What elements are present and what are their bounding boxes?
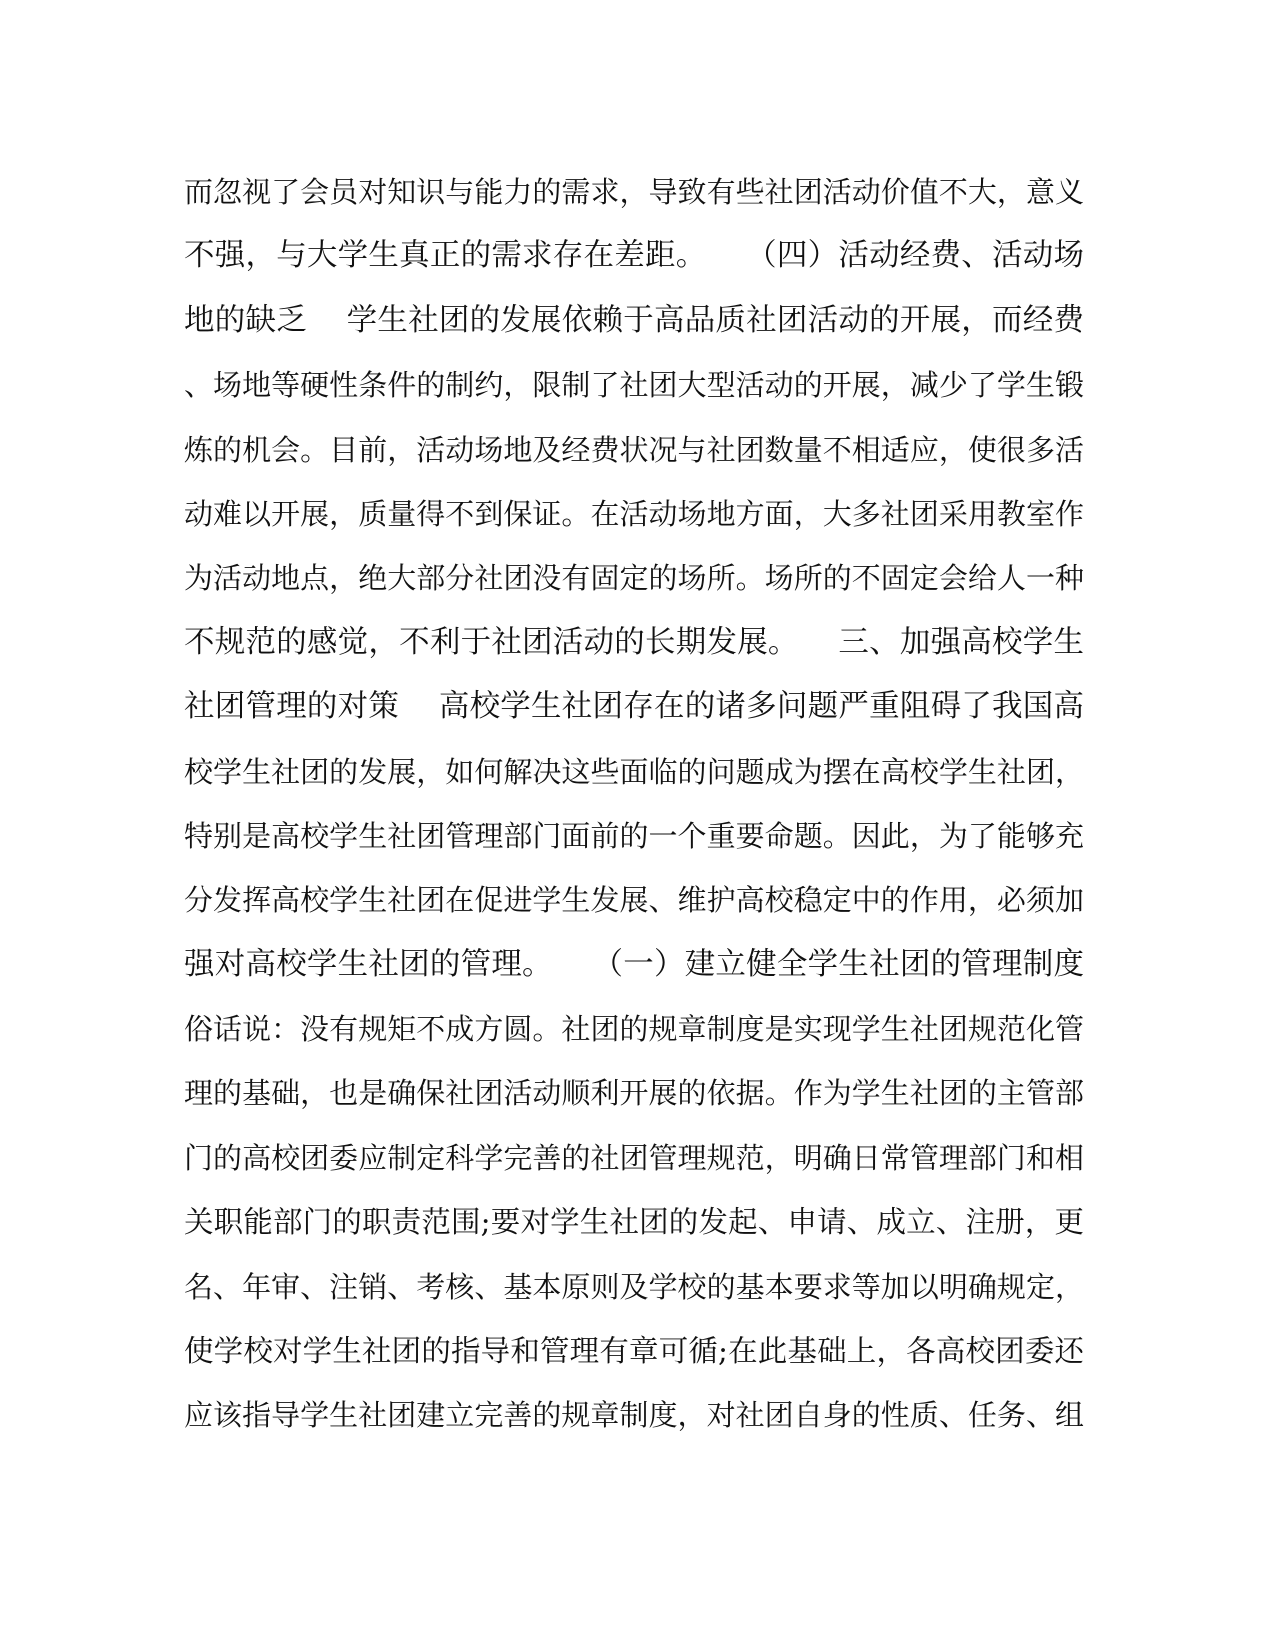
- text-line: 不规范的感觉，不利于社团活动的长期发展。 三、加强高校学生: [184, 624, 1084, 660]
- text-line: 关职能部门的职责范围;要对学生社团的发起、申请、成立、注册，更: [184, 1205, 1084, 1240]
- text-line: 强对高校学生社团的管理。 （一）建立健全学生社团的管理制度: [184, 946, 1084, 982]
- text-line: 动难以开展，质量得不到保证。在活动场地方面，大多社团采用教室作: [184, 496, 1084, 531]
- text-line: 社团管理的对策 高校学生社团存在的诸多问题严重阻碍了我国高: [184, 689, 1084, 725]
- text-line: 、场地等硬性条件的制约，限制了社团大型活动的开展，减少了学生锻: [184, 368, 1084, 403]
- text-line: 炼的机会。目前，活动场地及经费状况与社团数量不相适应，使很多活: [184, 432, 1084, 467]
- text-line: 特别是高校学生社团管理部门面前的一个重要命题。因此，为了能够充: [184, 818, 1084, 853]
- text-line: 应该指导学生社团建立完善的规章制度，对社团自身的性质、任务、组: [184, 1398, 1084, 1433]
- text-line: 俗话说：没有规矩不成方圆。社团的规章制度是实现学生社团规范化管: [184, 1012, 1084, 1047]
- text-line: 不强，与大学生真正的需求存在差距。 （四）活动经费、活动场: [184, 238, 1084, 274]
- text-line: 名、年审、注销、考核、基本原则及学校的基本要求等加以明确规定，: [184, 1269, 1084, 1304]
- text-line: 使学校对学生社团的指导和管理有章可循;在此基础上，各高校团委还: [184, 1334, 1084, 1369]
- text-line: 理的基础，也是确保社团活动顺利开展的依据。作为学生社团的主管部: [184, 1076, 1084, 1111]
- text-line: 而忽视了会员对知识与能力的需求，导致有些社团活动价值不大，意义: [184, 175, 1084, 209]
- text-line: 门的高校团委应制定科学完善的社团管理规范，明确日常管理部门和相: [184, 1140, 1084, 1175]
- body-text: [184, 160, 1084, 1448]
- text-line: 地的缺乏 学生社团的发展依赖于高品质社团活动的开展，而经费: [184, 302, 1084, 338]
- text-line: 分发挥高校学生社团在促进学生发展、维护高校稳定中的作用，必须加: [184, 883, 1084, 918]
- text-line: 校学生社团的发展，如何解决这些面临的问题成为摆在高校学生社团，: [184, 754, 1084, 789]
- text-line: 为活动地点，绝大部分社团没有固定的场所。场所的不固定会给人一种: [184, 561, 1084, 596]
